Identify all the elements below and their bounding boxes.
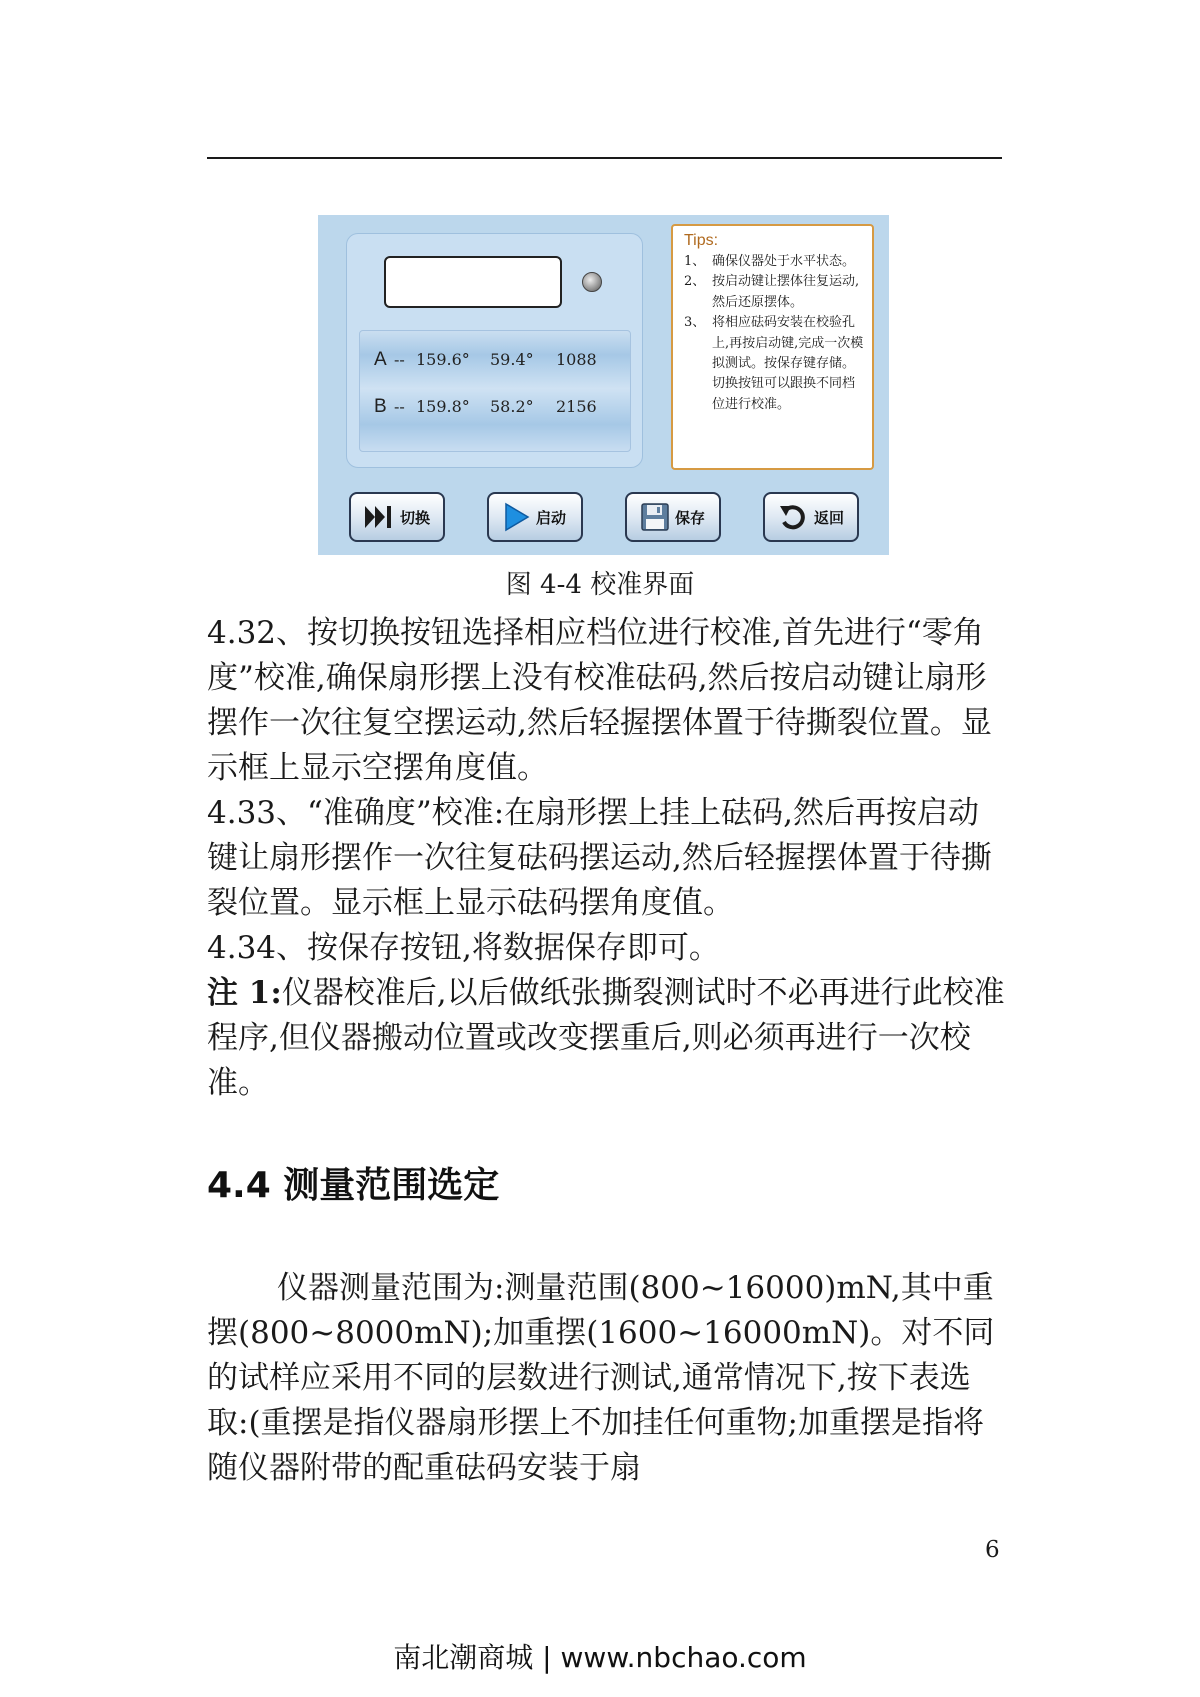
readout-row-a — [374, 348, 597, 372]
start-button-label: 启动 — [535, 508, 566, 527]
footer-watermark: 南北潮商城 | www.nbchao.com — [393, 1641, 807, 1674]
readout-count: 1088 — [556, 350, 597, 369]
readout-angle2: 58.2° — [490, 397, 534, 416]
note-text: 仪器校准后,以后做纸张撕裂测试时不必再进行此校准程序,但仪器搬动位置或改变摆重后,则必须再进行一次校准。 — [207, 975, 1005, 1101]
body-text — [207, 611, 1007, 1106]
tips-box — [671, 224, 874, 470]
readout-label: B — [374, 396, 387, 417]
figure-caption: 图 4-4 校准界面 — [505, 570, 695, 600]
status-indicator-icon — [582, 272, 602, 292]
tip-text: 确保仪器处于水平状态。 — [712, 254, 856, 269]
tips-title: Tips: — [684, 232, 719, 249]
tip-item — [684, 272, 864, 313]
floppy-disk-icon — [641, 503, 669, 531]
readout-angle2: 59.4° — [490, 350, 534, 369]
tip-number: 1、 — [684, 254, 706, 269]
section-heading: 4.4 测量范围选定 — [207, 1165, 500, 1206]
tip-text: 按启动键让摆体往复运动,然后还原摆体。 — [712, 274, 860, 310]
paragraph-4-33: 4.33、“准确度”校准:在扇形摆上挂上砝码,然后再按启动键让扇形摆作一次往复砝码摆运动,然后轻握摆体置于待撕裂位置。显示框上显示砝码摆角度值。 — [207, 795, 992, 921]
readout-dash: -- — [394, 350, 405, 369]
paragraph-4-34: 4.34、按保存按钮,将数据保存即可。 — [207, 930, 720, 966]
play-icon — [504, 502, 530, 532]
tip-text: 将相应砝码安装在校验孔上,再按启动键,完成一次模拟测试。按保存键存储。切换按钮可以跟换不同档位进行校准。 — [712, 315, 864, 412]
switch-button-label: 切换 — [399, 508, 430, 527]
save-button[interactable] — [625, 492, 721, 542]
tips-list — [684, 252, 864, 415]
readout-panel — [359, 330, 631, 452]
readout-label: A — [374, 349, 387, 370]
undo-arrow-icon — [778, 502, 808, 532]
readout-count: 2156 — [556, 397, 597, 416]
switch-button[interactable] — [349, 492, 445, 542]
page-number: 6 — [985, 1537, 1000, 1563]
readout-angle1: 159.8° — [416, 397, 470, 416]
measurement-panel — [346, 233, 643, 468]
save-button-label: 保存 — [674, 508, 705, 527]
back-button[interactable] — [763, 492, 859, 542]
note-label: 注 1: — [207, 975, 282, 1011]
readout-angle1: 159.6° — [416, 350, 470, 369]
header-rule — [207, 157, 1002, 159]
readout-row-b — [374, 395, 597, 419]
display-field — [384, 256, 562, 308]
paragraph-4-32: 4.32、按切换按钮选择相应档位进行校准,首先进行“零角度”校准,确保扇形摆上没有校准砝码,然后按启动键让扇形摆作一次往复空摆运动,然后轻握摆体置于待撕裂位置。显示框上显示空摆角度值。 — [207, 615, 992, 786]
tip-number: 2、 — [684, 274, 706, 290]
tip-number: 3、 — [684, 315, 706, 331]
readout-dash: -- — [394, 397, 405, 416]
back-button-label: 返回 — [813, 508, 844, 527]
note-paragraph — [207, 971, 1007, 1106]
section-paragraph: 仪器测量范围为:测量范围(800~16000)mN,其中重摆(800~8000mN);加重摆(1600~16000mN)。对不同的试样应采用不同的层数进行测试,通常情况下,按下表选取:(重摆是指仪器扇形摆上不加挂任何重物;加重摆是指将随仪器附带的配重砝码安装于扇 — [207, 1270, 995, 1486]
tip-item — [684, 252, 864, 272]
start-button[interactable] — [487, 492, 583, 542]
calibration-screenshot — [318, 215, 889, 555]
tip-item — [684, 313, 864, 415]
fast-forward-icon — [364, 504, 394, 530]
